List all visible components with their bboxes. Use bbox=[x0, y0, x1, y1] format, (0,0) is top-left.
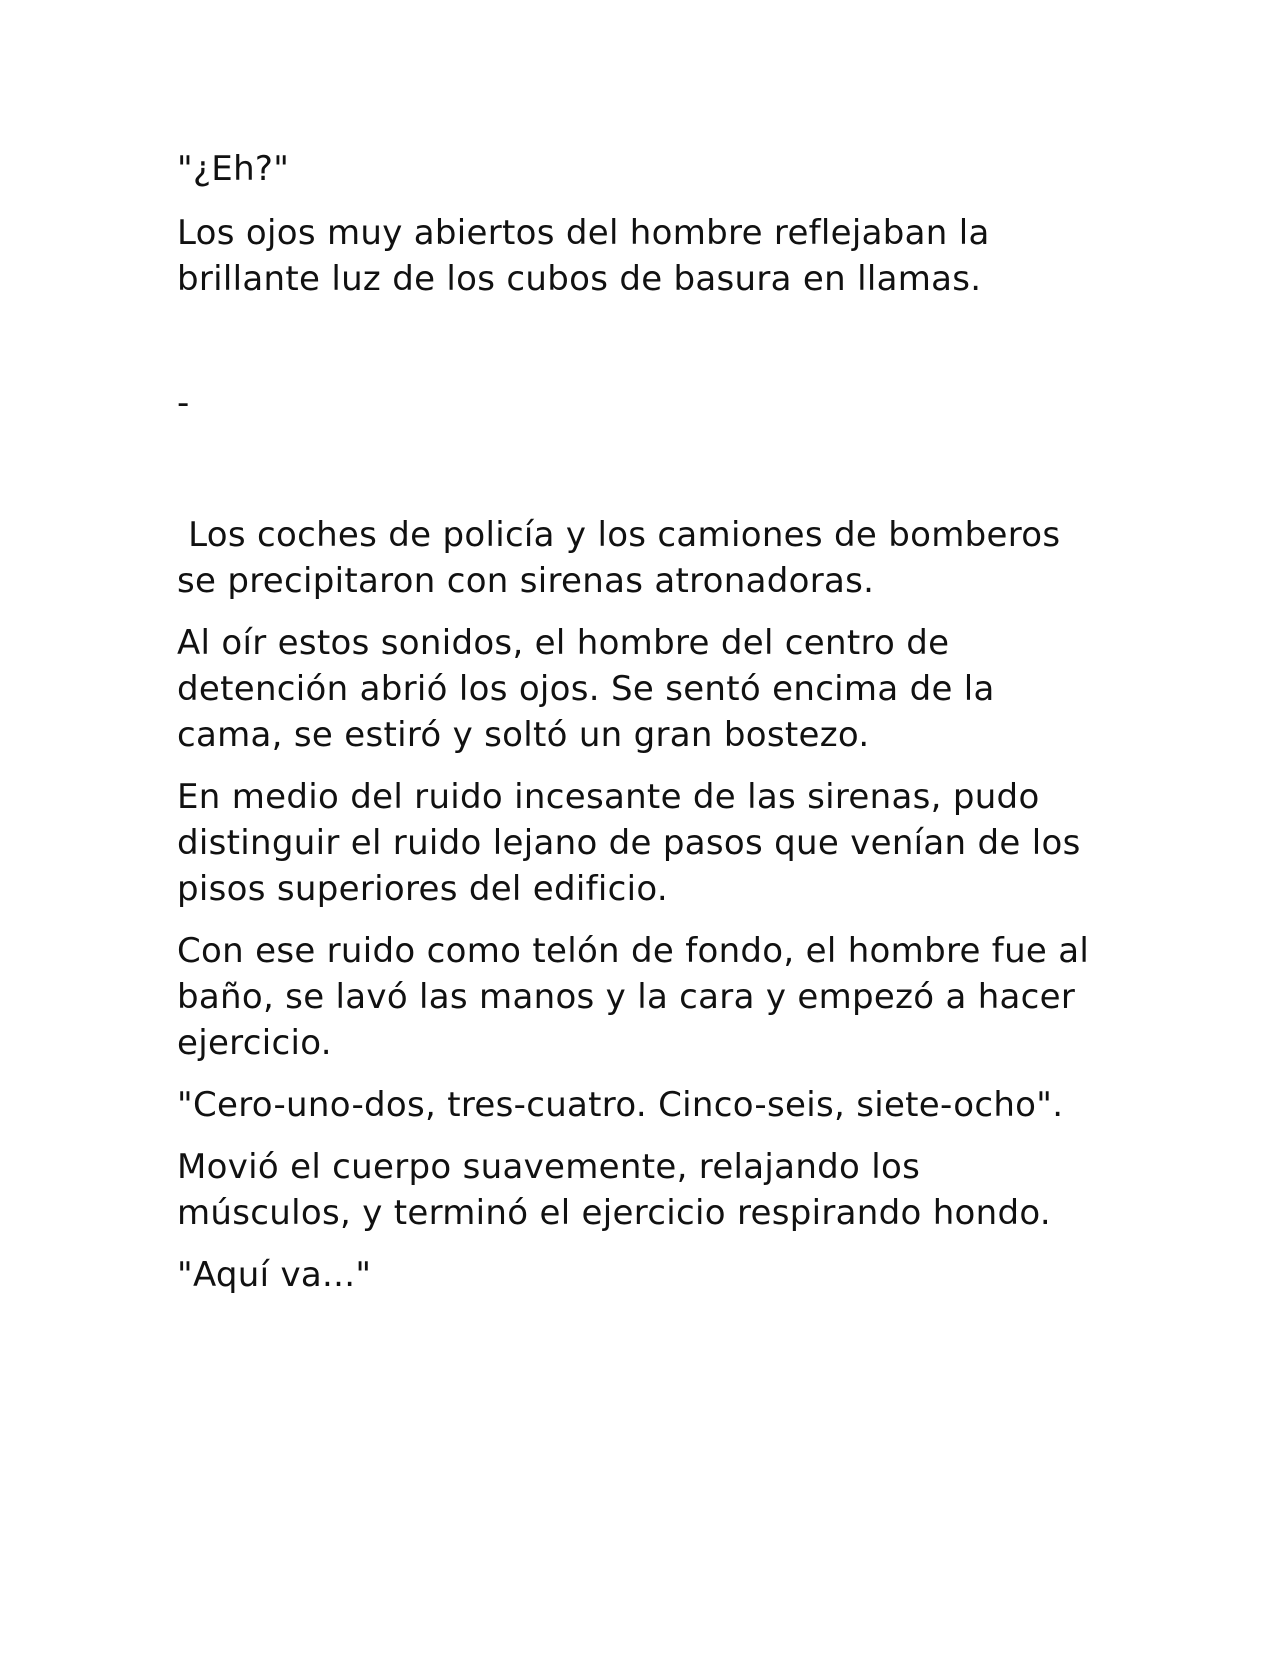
paragraph-1: "¿Eh?" bbox=[177, 149, 290, 189]
paragraph-7: "Cero-uno-dos, tres-cuatro. Cinco-seis, siete-ocho". bbox=[177, 1085, 1064, 1125]
paragraph-9: "Aquí va..." bbox=[177, 1255, 372, 1295]
paragraph-6: Con ese ruido como telón de fondo, el hombre fue al baño, se lavó las manos y la cara y empezó a hacer ejercicio. bbox=[177, 931, 1101, 1063]
paragraph-5: En medio del ruido incesante de las sirenas, pudo distinguir el ruido lejano de pasos que venían de los pisos superiores del edificio. bbox=[177, 777, 1092, 909]
paragraph-2: Los ojos muy abiertos del hombre reflejaban la brillante luz de los cubos de basura en llamas. bbox=[177, 213, 1001, 299]
paragraph-8: Movió el cuerpo suavemente, relajando los músculos, y terminó el ejercicio respirando hondo. bbox=[177, 1147, 1051, 1233]
section-separator: - bbox=[177, 383, 190, 423]
document-body bbox=[177, 146, 1101, 1298]
paragraph-4: Al oír estos sonidos, el hombre del centro de detención abrió los ojos. Se sentó encima de la cama, se estiró y soltó un gran bostezo. bbox=[177, 623, 1006, 755]
paragraph-3: Los coches de policía y los camiones de bomberos se precipitaron con sirenas atronadoras. bbox=[177, 515, 1072, 601]
